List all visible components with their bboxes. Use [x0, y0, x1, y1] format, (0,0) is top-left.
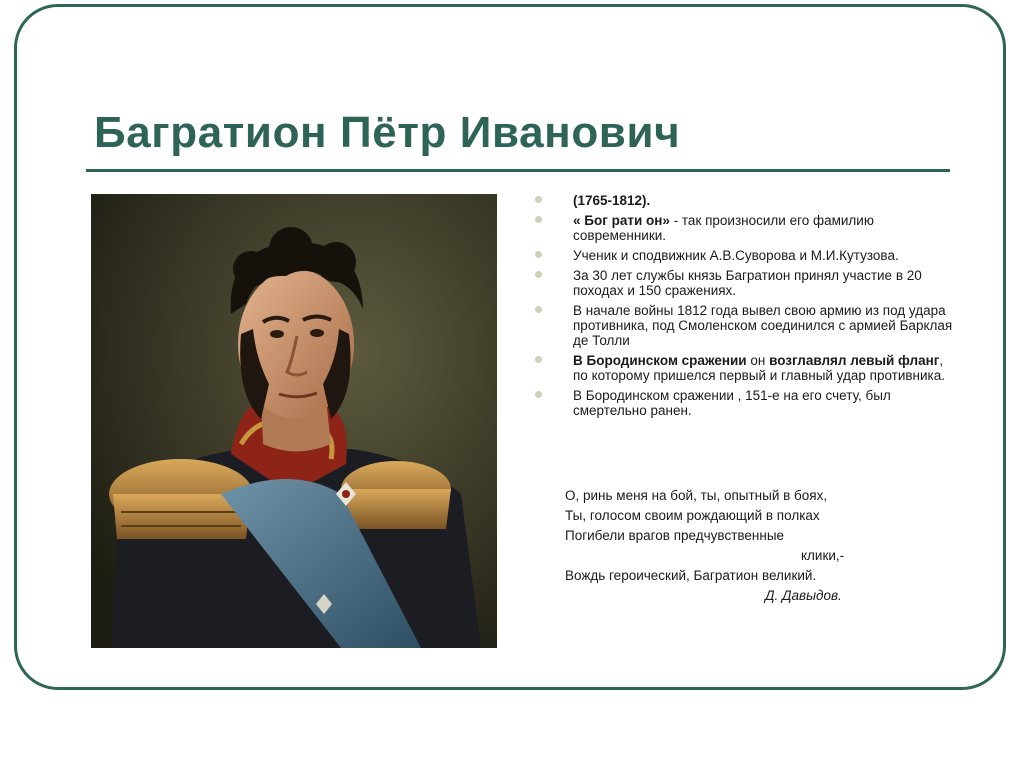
fact-text-bold: (1765-1812). [573, 193, 651, 208]
poem-line: клики,- [801, 548, 845, 563]
poem-line: Вождь героический, Багратион великий. [565, 568, 817, 583]
bullet-dot-icon [535, 391, 542, 398]
bullet-dot-icon [535, 271, 542, 278]
title-underline [86, 169, 950, 172]
slide-title: Багратион Пётр Иванович [94, 108, 681, 157]
fact-item [535, 353, 955, 383]
fact-text-bold: В Бородинском сражении [573, 353, 747, 368]
fact-text: Ученик и сподвижник А.В.Суворова и М.И.Кутузова. [573, 248, 899, 263]
poem-line: О, ринь меня на бой, ты, опытный в боях, [565, 488, 828, 503]
fact-text: - так произносили его фамилию современники. [573, 213, 874, 243]
fact-text: , по которому пришелся первый и главный удар противника. [573, 353, 946, 383]
fact-text: В начале войны 1812 года вывел свою армию из под удара противника, под Смоленском соединился с армией Барклая де Толли [573, 303, 953, 348]
bullet-dot-icon [535, 196, 542, 203]
poem-author: Д. Давыдов. [765, 588, 842, 603]
bullet-dot-icon [535, 216, 542, 223]
poem-block [565, 486, 885, 606]
fact-item [535, 248, 955, 263]
fact-text: В Бородинском сражении , 151-е на его счету, был смертельно ранен. [573, 388, 891, 418]
portrait-image [91, 194, 497, 648]
poem-line: Ты, голосом своим рождающий в полках [565, 508, 820, 523]
portrait-painting [91, 194, 497, 648]
bullet-dot-icon [535, 251, 542, 258]
fact-text-bold: « Бог рати он» [573, 213, 670, 228]
fact-text: За 30 лет службы князь Багратион принял участие в 20 походах и 150 сражениях. [573, 268, 922, 298]
fact-item [535, 388, 955, 418]
bullet-dot-icon [535, 356, 542, 363]
fact-item [535, 213, 955, 243]
fact-item [535, 303, 955, 348]
fact-item [535, 193, 955, 208]
bullet-dot-icon [535, 306, 542, 313]
facts-list [535, 193, 955, 423]
fact-item [535, 268, 955, 298]
fact-text-bold: возглавлял левый фланг [769, 353, 940, 368]
poem-line: Погибели врагов предчувственные [565, 528, 785, 543]
fact-text: он [746, 353, 770, 368]
